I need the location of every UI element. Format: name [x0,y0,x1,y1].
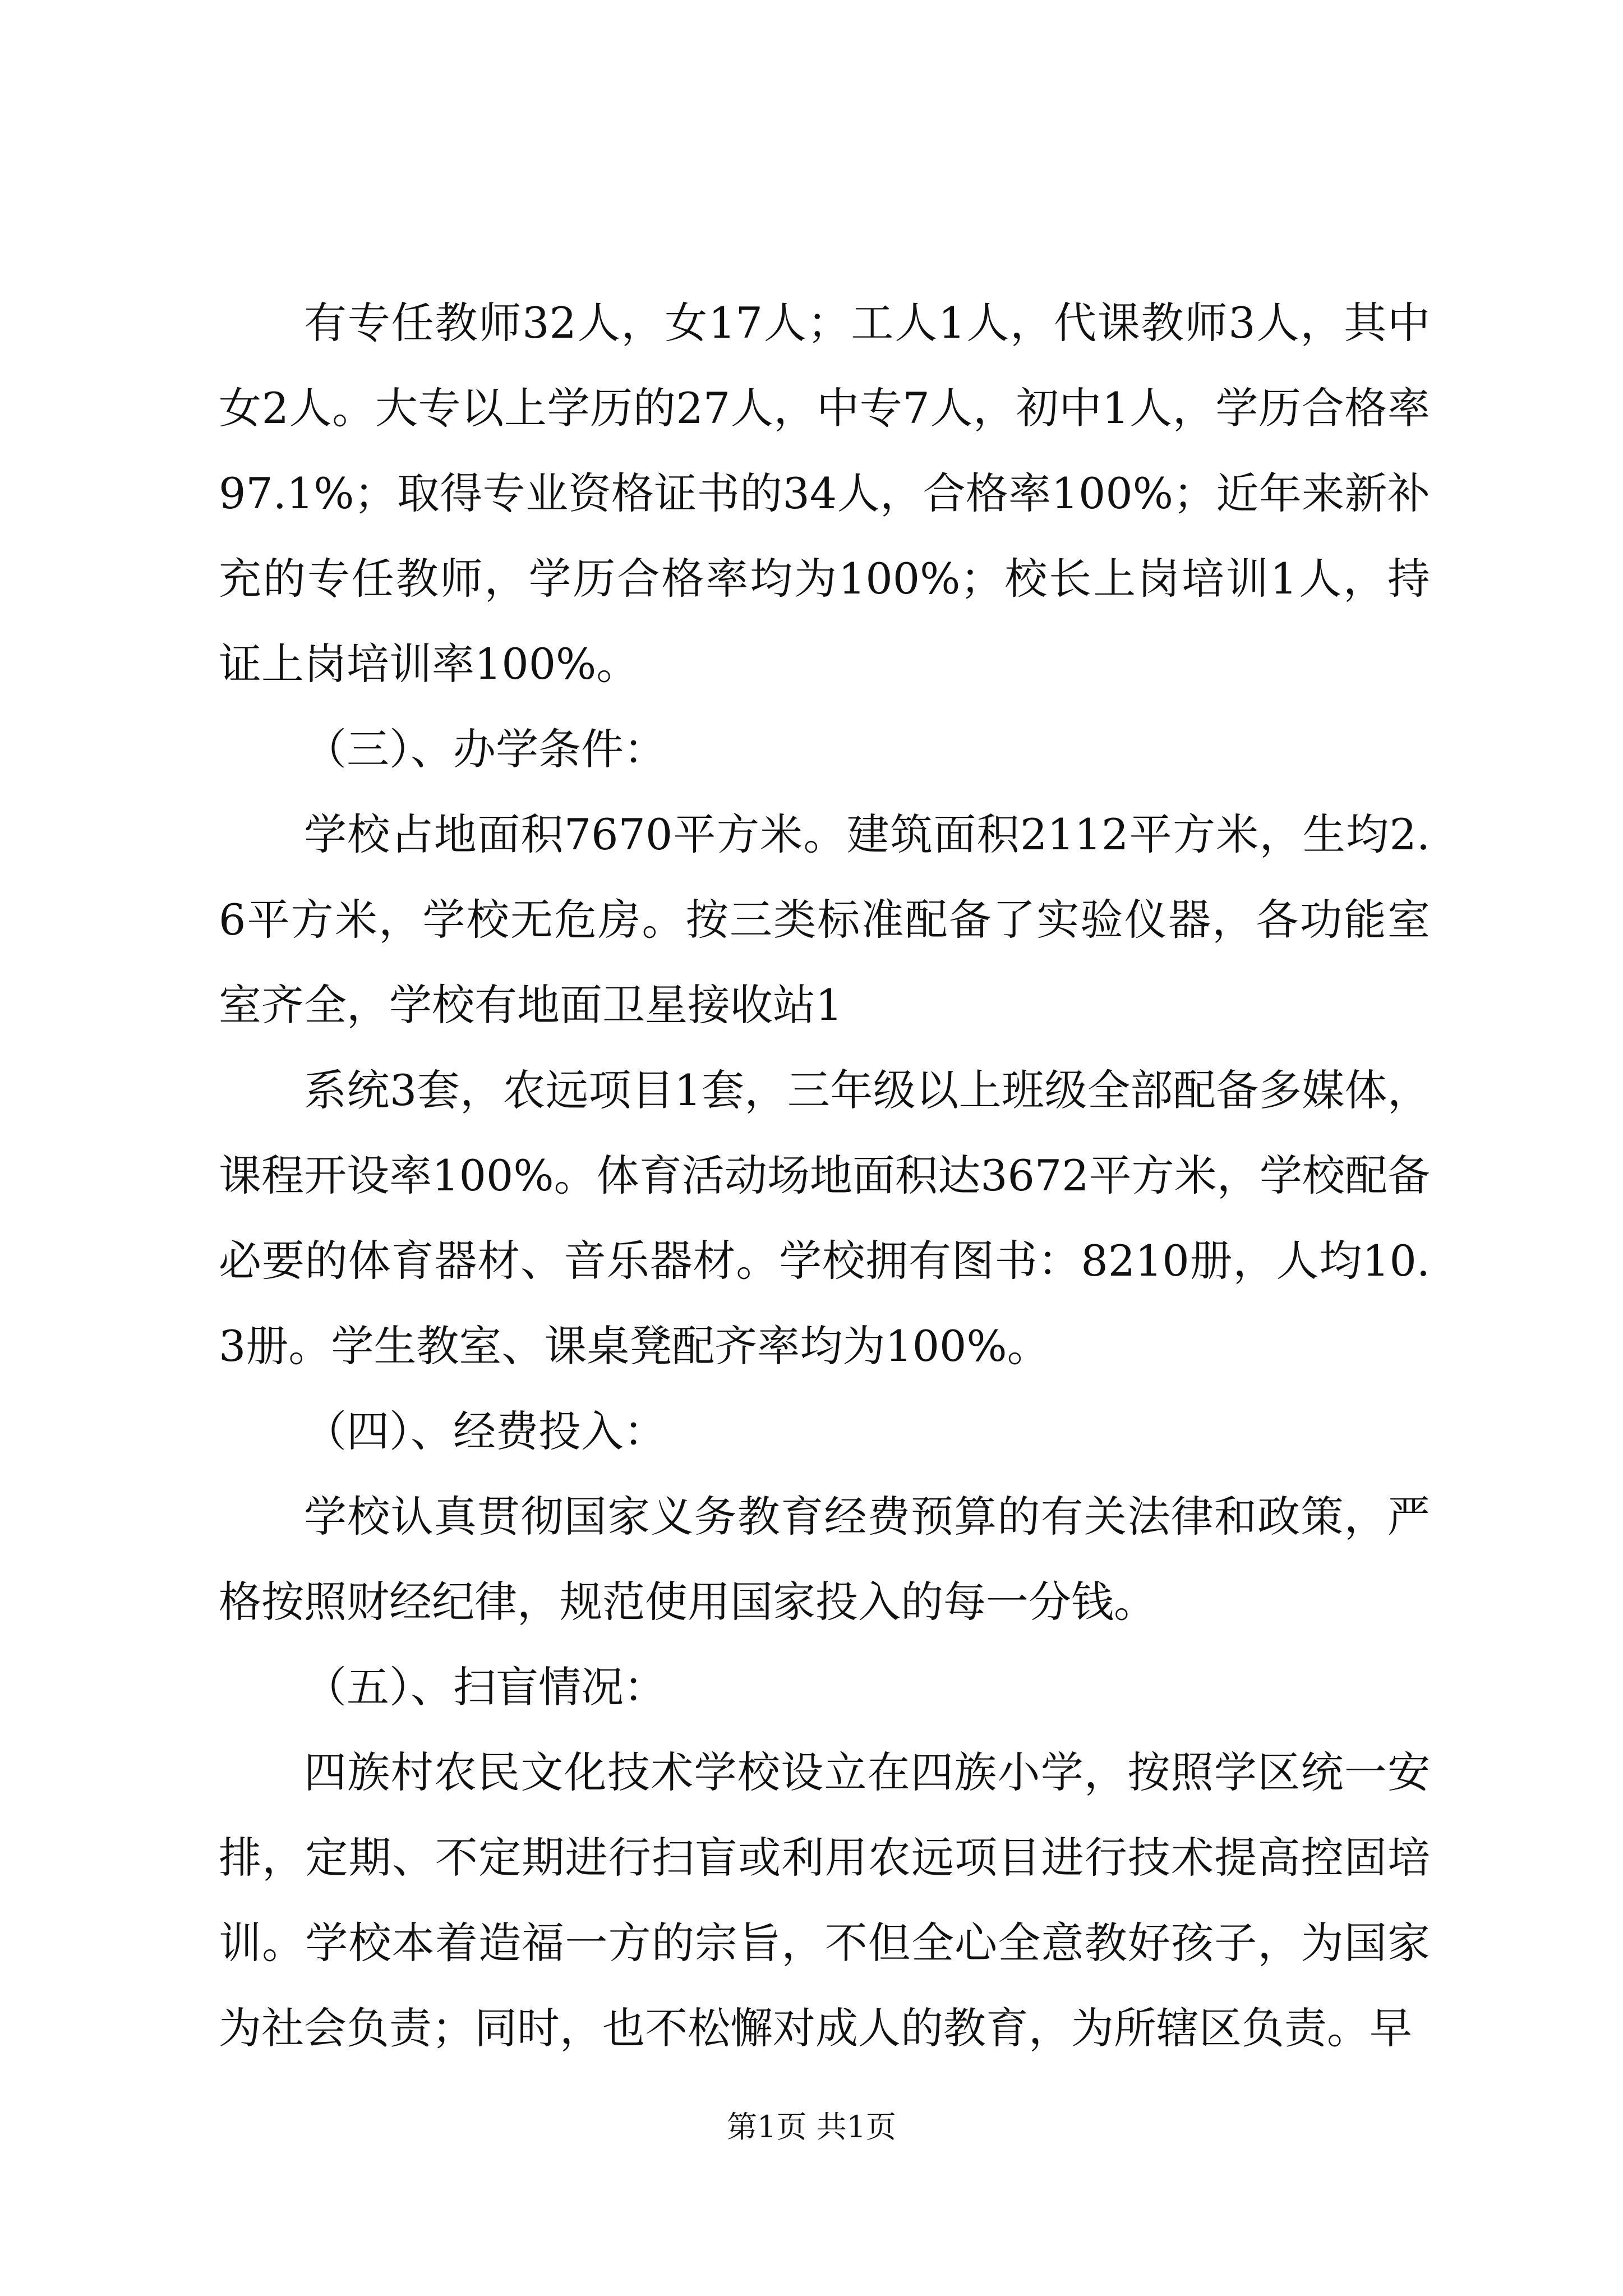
paragraph-teachers: 有专任教师32人，女17人；工人1人，代课教师3人，其中女2人。大专以上学历的27人，中专7人，初中1人，学历合格率97.1%；取得专业资格证书的34人，合格率100%；近年来新补充的专任教师，学历合格率均为100%；校长上岗培训1人，持证上岗培训率100%。 [219,298,1430,689]
heading-literacy: （五）、扫盲情况： [304,1662,666,1712]
page-footer: 第1页 共1页 [727,2109,896,2145]
document-body [219,280,1430,2071]
paragraph-funding: 学校认真贯彻国家义务教育经费预算的有关法律和政策，严格按照财经纪律，规范使用国家投入的每一分钱。 [219,1492,1430,1627]
paragraph-literacy: 四族村农民文化技术学校设立在四族小学，按照学区统一安排，定期、不定期进行扫盲或利用农远项目进行技术提高控固培训。学校本着造福一方的宗旨，不但全心全意教好孩子，为国家为社会负责；同时，也不松懈对成人的教育，为所辖区负责。早 [219,1747,1430,2053]
heading-funding: （四）、经费投入： [304,1406,666,1456]
paragraph-equipment: 系统3套，农远项目1套，三年级以上班级全部配备多媒体，课程开设率100%。体育活动场地面积达3672平方米，学校配备必要的体育器材、音乐器材。学校拥有图书：8210册，人均10.3册。学生教室、课桌凳配齐率均为100%。 [219,1065,1430,1371]
heading-school-conditions: （三）、办学条件： [304,724,666,774]
paragraph-school-area: 学校占地面积7670平方米。建筑面积2112平方米，生均2.6平方米，学校无危房。按三类标准配备了实验仪器，各功能室室齐全，学校有地面卫星接收站1 [219,809,1430,1030]
